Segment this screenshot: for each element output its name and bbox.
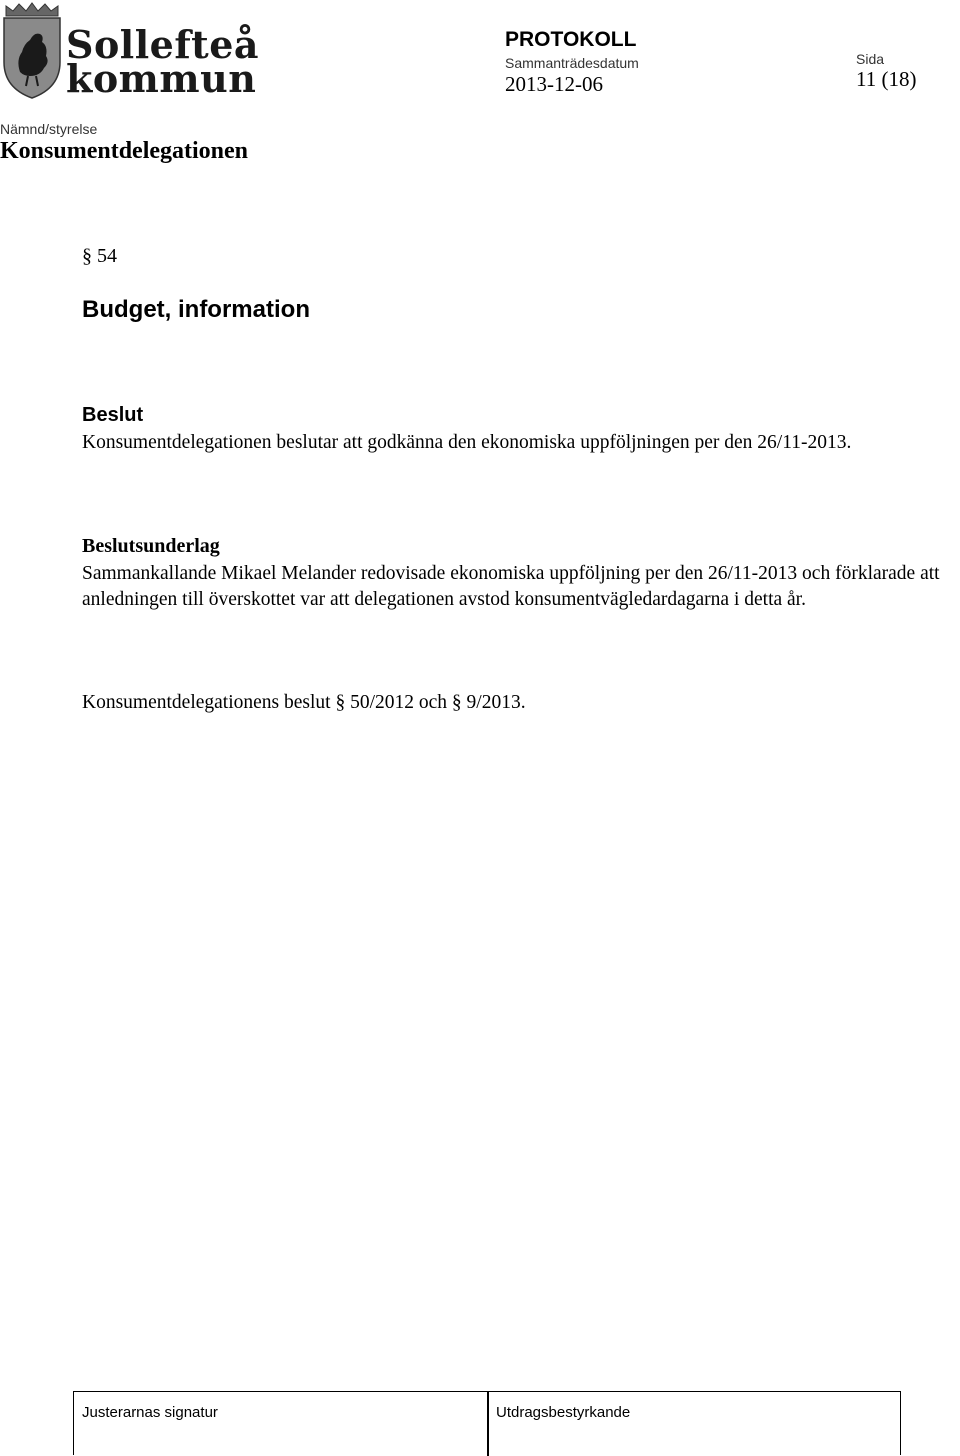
committee-label: Nämnd/styrelse	[0, 121, 98, 137]
municipality-logo	[0, 0, 260, 105]
coat-of-arms-icon	[0, 0, 64, 100]
page-label: Sida	[856, 51, 885, 67]
paragraph-number: § 54	[82, 245, 117, 267]
document-type: PROTOKOLL	[505, 28, 637, 51]
basis-text: Sammankallande Mikael Melander redovisade ekonomiska uppföljning per den 26/11-2013 och förklarade att anledningen till överskottet var att delegationen avstod konsumentvägledardagarna i detta år.	[82, 563, 940, 610]
committee-name: Konsumentdelegationen	[0, 138, 249, 164]
page-number: 11 (18)	[856, 67, 917, 91]
signature-table	[73, 1391, 901, 1455]
meeting-date-label: Sammanträdesdatum	[505, 55, 639, 71]
basis-heading: Beslutsunderlag	[82, 535, 220, 557]
decision-heading: Beslut	[82, 404, 144, 426]
decision-text: Konsumentdelegationen beslutar att godkänna den ekonomiska uppföljningen per den 26/11-2013.	[82, 432, 852, 453]
logo-text-line2: kommun	[66, 56, 257, 101]
section-title: Budget, information	[82, 296, 310, 323]
logo-text-line1: Sollefteå	[66, 22, 260, 67]
adjusters-signature-label: Justerarnas signatur	[82, 1404, 218, 1421]
meeting-date: 2013-12-06	[505, 72, 603, 96]
excerpt-certification-label: Utdragsbestyrkande	[496, 1404, 631, 1421]
table-divider	[487, 1392, 489, 1456]
reference-text: Konsumentdelegationens beslut § 50/2012 och § 9/2013.	[82, 692, 526, 713]
